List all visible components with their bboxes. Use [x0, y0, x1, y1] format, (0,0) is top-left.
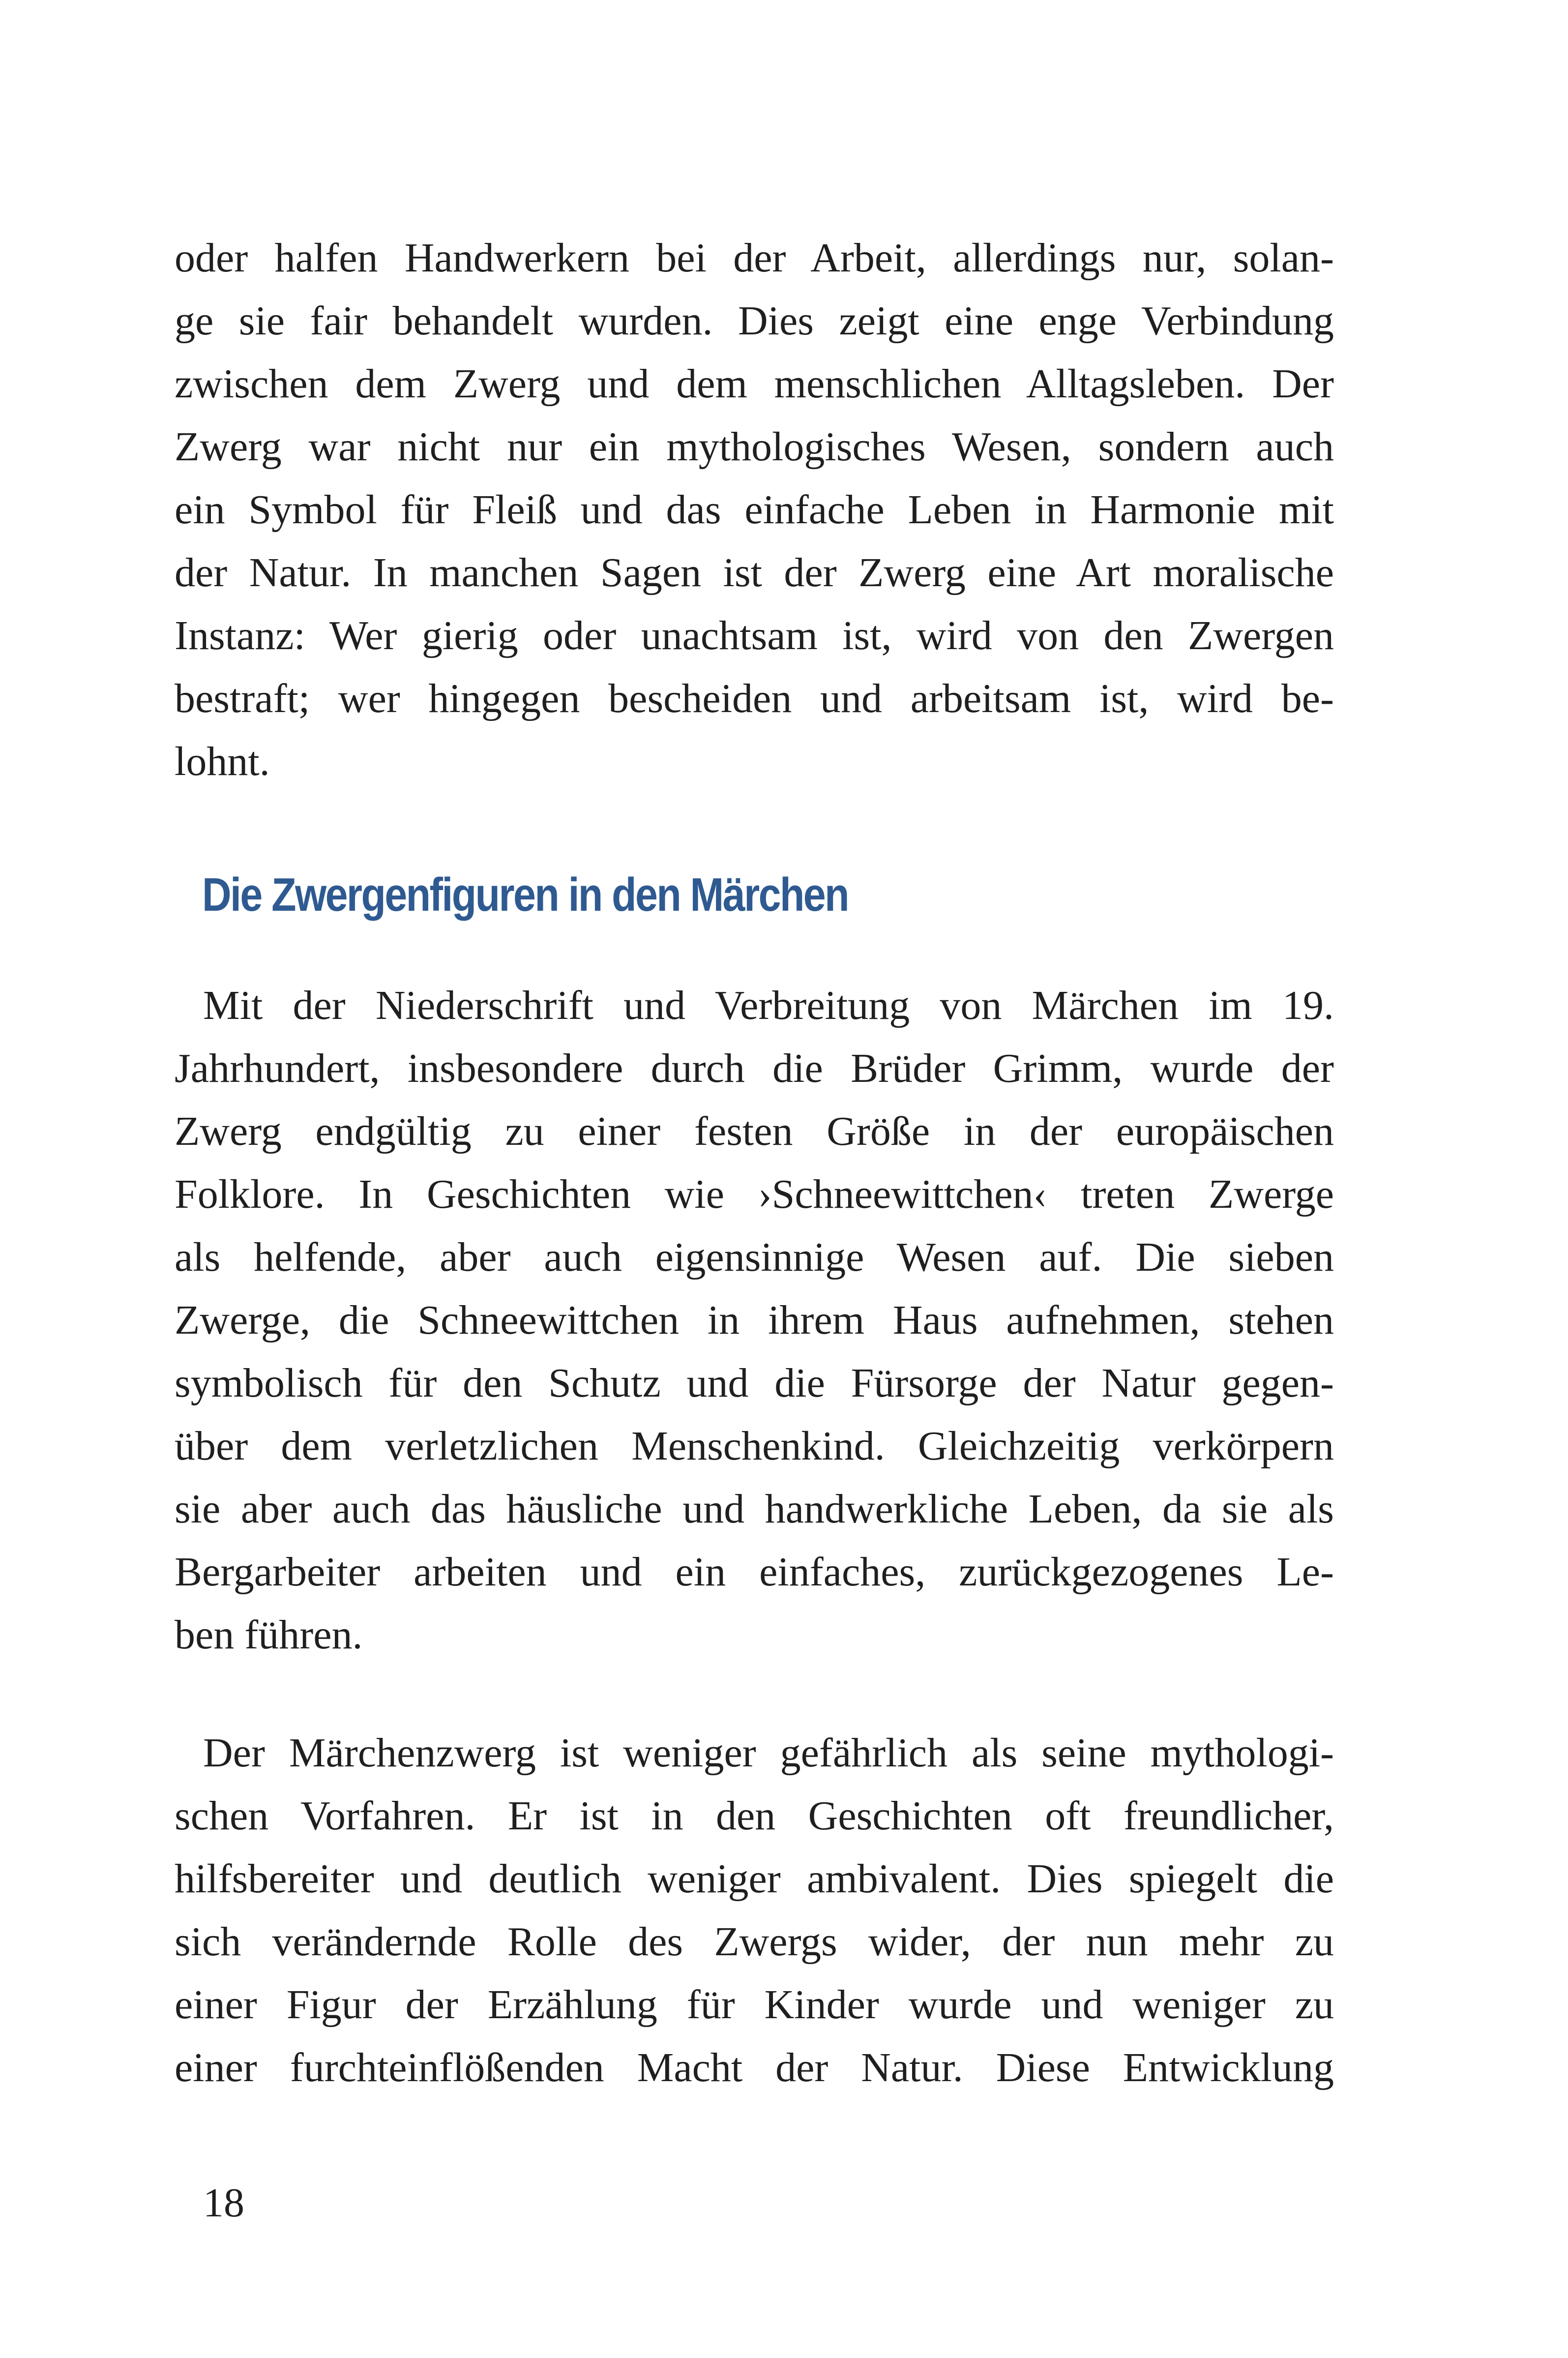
text-line: einer furchteinflößenden Macht der Natur. Diese Entwicklung — [175, 2045, 1334, 2090]
text-line: ben führen. — [175, 1612, 363, 1658]
text-line: der Natur. In manchen Sagen ist der Zwerg eine Art moralische — [175, 550, 1334, 596]
text-line: Zwerg endgültig zu einer festen Größe in der europäischen — [175, 1108, 1334, 1154]
text-line: bestraft; wer hingegen bescheiden und arbeitsam ist, wird be- — [175, 676, 1334, 721]
text-line: einer Figur der Erzählung für Kinder wurde und weniger zu — [175, 1982, 1334, 2028]
text-line: symbolisch für den Schutz und die Fürsorge der Natur gegen- — [175, 1360, 1334, 1406]
text-line: über dem verletzlichen Menschenkind. Gleichzeitig verkörpern — [175, 1423, 1334, 1469]
text-line: Der Märchenzwerg ist weniger gefährlich als seine mythologi- — [203, 1730, 1334, 1776]
text-line: Zwerg war nicht nur ein mythologisches Wesen, sondern auch — [175, 424, 1334, 470]
text-line: sie aber auch das häusliche und handwerkliche Leben, da sie als — [175, 1486, 1334, 1532]
text-line: ge sie fair behandelt wurden. Dies zeigt eine enge Verbindung — [175, 298, 1334, 344]
text-line: Folklore. In Geschichten wie ›Schneewittchen‹ treten Zwerge — [175, 1171, 1334, 1217]
text-line: Mit der Niederschrift und Verbreitung von Märchen im 19. — [203, 983, 1334, 1028]
text-line: zwischen dem Zwerg und dem menschlichen Alltagsleben. Der — [175, 361, 1334, 407]
text-line: lohnt. — [175, 739, 270, 784]
text-line: ein Symbol für Fleiß und das einfache Leben in Harmonie mit — [175, 487, 1334, 533]
text-line: oder halfen Handwerkern bei der Arbeit, allerdings nur, solan- — [175, 235, 1334, 281]
text-line: hilfsbereiter und deutlich weniger ambivalent. Dies spiegelt die — [175, 1856, 1334, 1902]
text-line: Instanz: Wer gierig oder unachtsam ist, wird von den Zwergen — [175, 613, 1334, 658]
text-line: Zwerge, die Schneewittchen in ihrem Haus aufnehmen, stehen — [175, 1297, 1334, 1343]
text-line: schen Vorfahren. Er ist in den Geschichten oft freundlicher, — [175, 1793, 1334, 1839]
text-line: sich verändernde Rolle des Zwergs wider, der nun mehr zu — [175, 1919, 1334, 1965]
text-line: als helfende, aber auch eigensinnige Wesen auf. Die sieben — [175, 1234, 1334, 1280]
text-line: Jahrhundert, insbesondere durch die Brüder Grimm, wurde der — [175, 1045, 1334, 1091]
page-number: 18 — [203, 2180, 244, 2226]
section-heading: Die Zwergenfiguren in den Märchen — [202, 868, 848, 921]
text-line: Bergarbeiter arbeiten und ein einfaches, zurückgezogenes Le- — [175, 1549, 1334, 1595]
